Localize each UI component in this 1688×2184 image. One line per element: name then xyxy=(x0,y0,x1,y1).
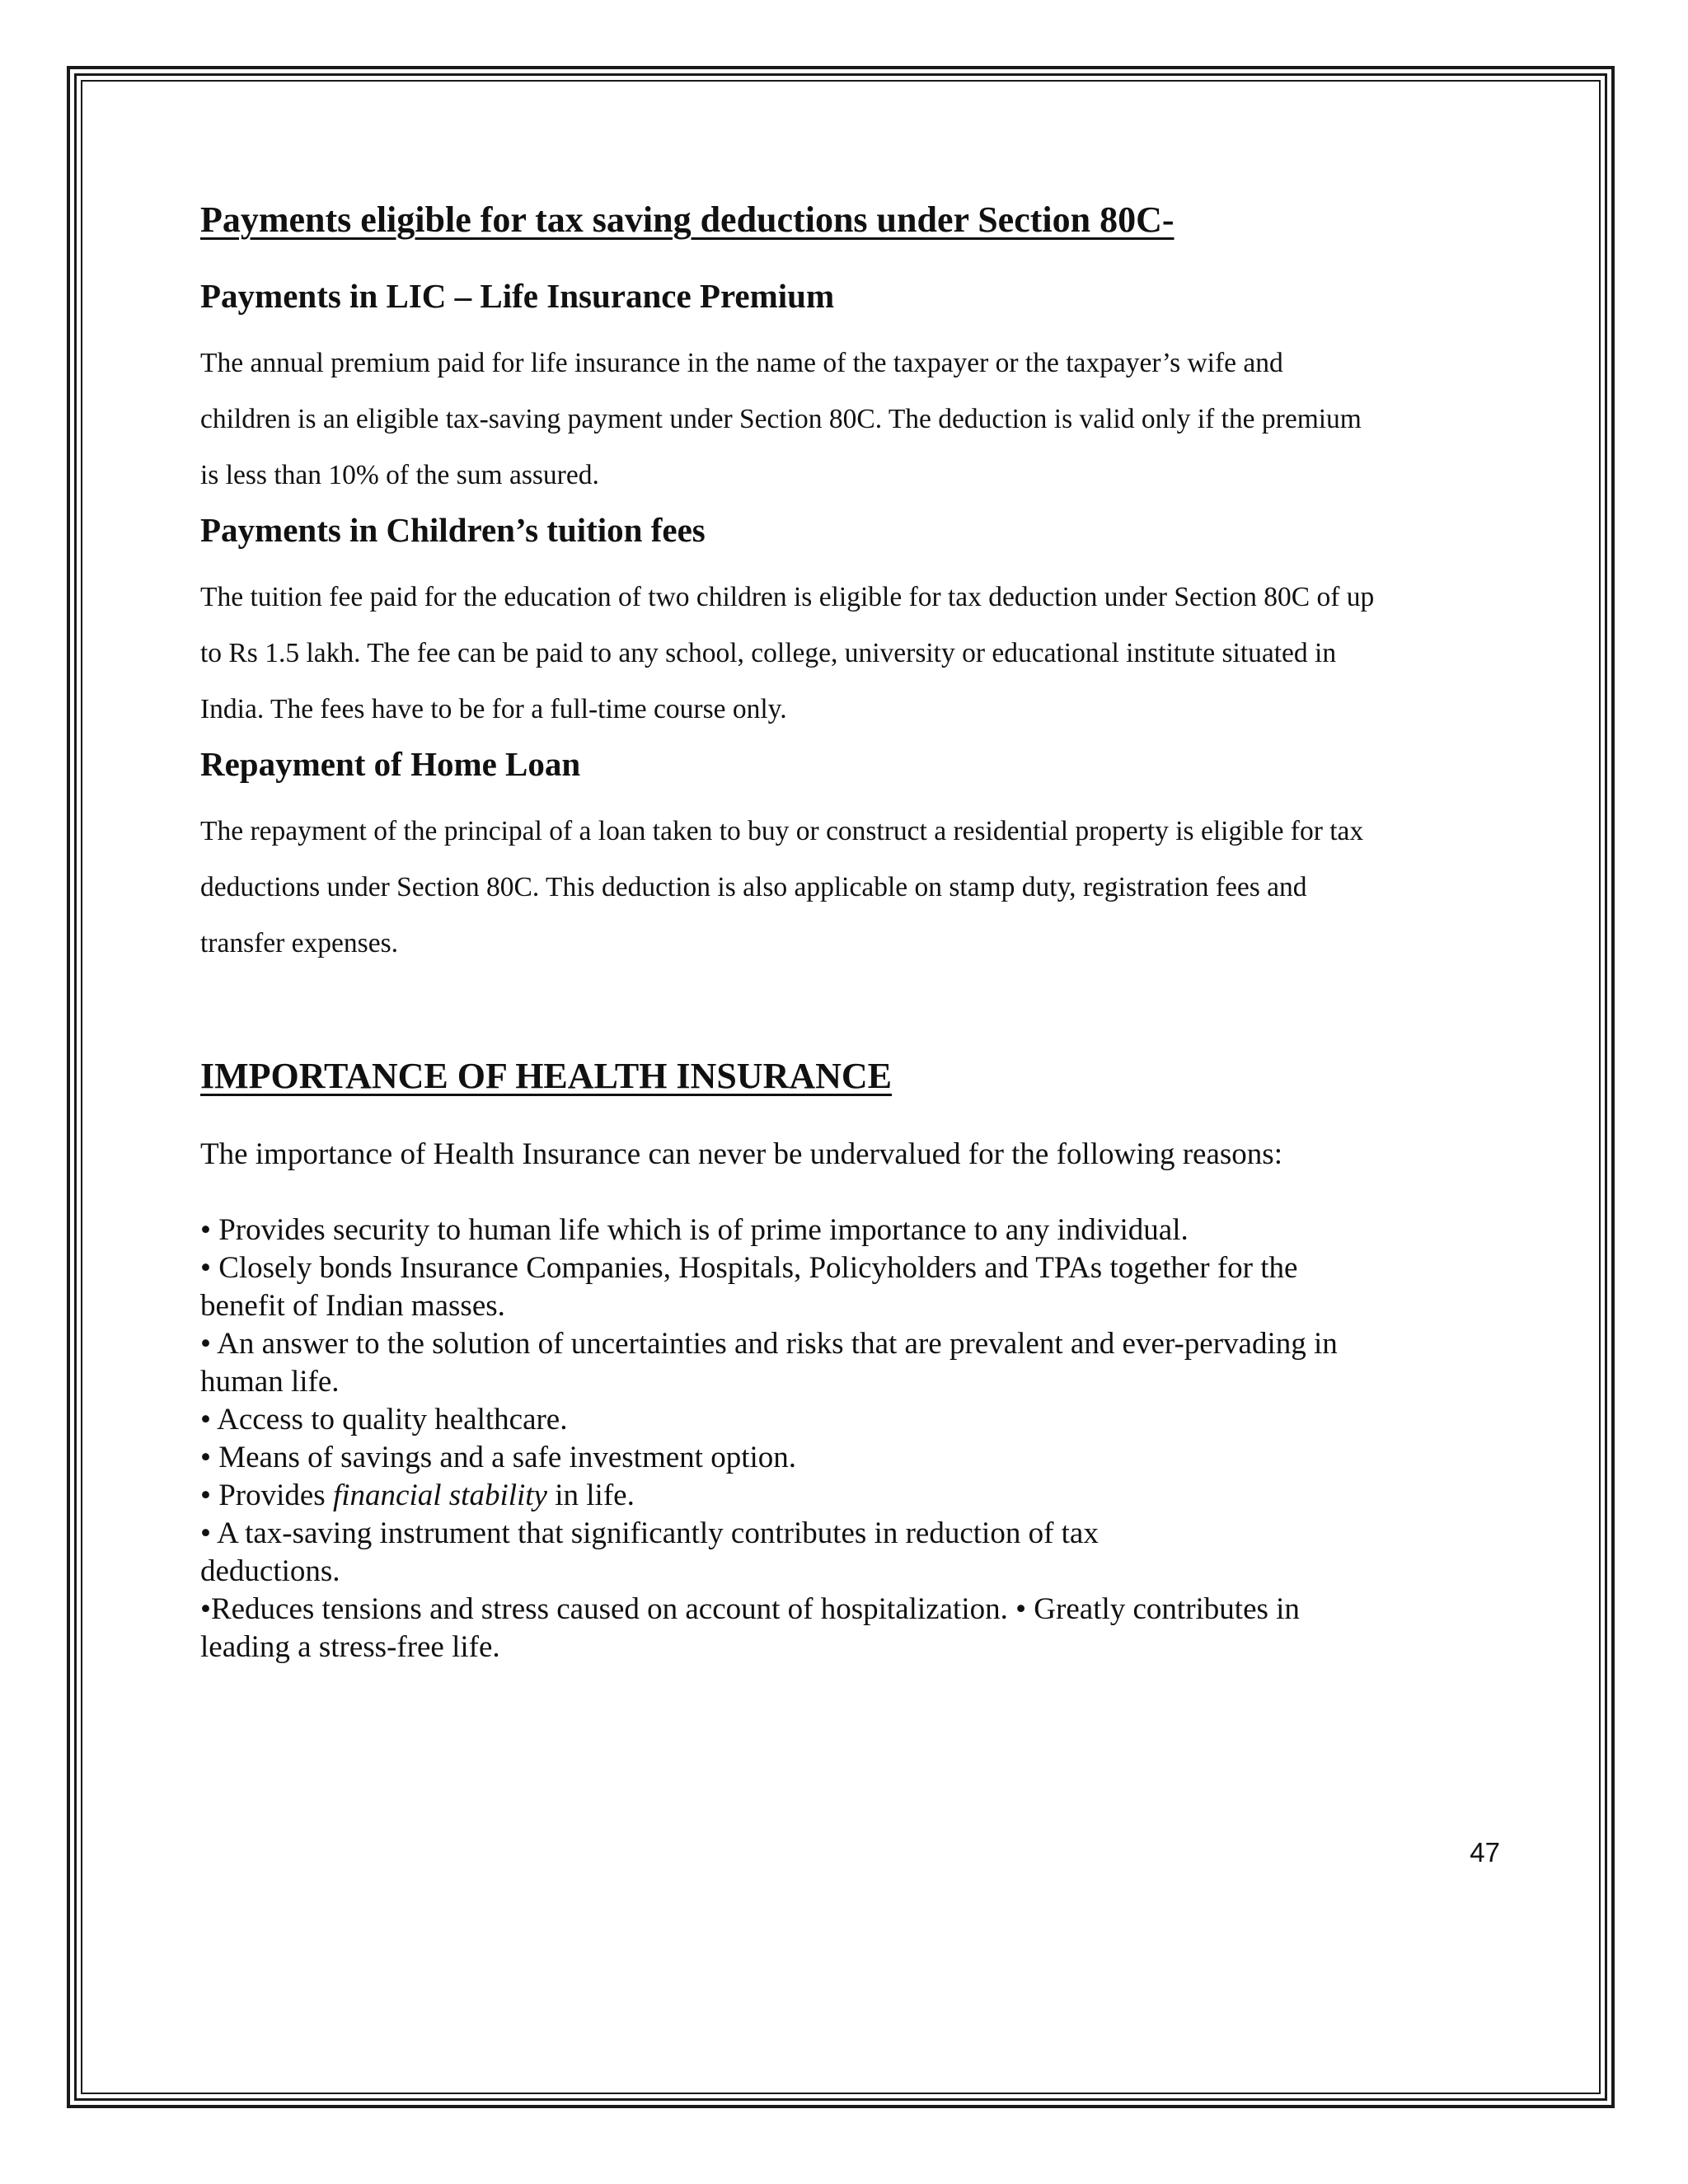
page-number: 47 xyxy=(1470,1837,1500,1868)
list-item: • An answer to the solution of uncertainties and risks that are prevalent and ever-pervading in xyxy=(200,1327,1338,1361)
lic-section xyxy=(200,271,1511,504)
list-item: • A tax-saving instrument that significantly contributes in reduction of tax xyxy=(200,1516,1099,1550)
list-item: • Means of savings and a safe investment option. xyxy=(200,1441,796,1474)
list-item: deductions. xyxy=(200,1554,340,1588)
home-loan-heading: Repayment of Home Loan xyxy=(200,745,581,783)
paragraph-line: The annual premium paid for life insurance in the name of the taxpayer or the taxpayer’s wife and xyxy=(200,348,1283,378)
health-intro: The importance of Health Insurance can never be undervalued for the following reasons: xyxy=(200,1137,1282,1171)
home-loan-paragraph xyxy=(200,804,1511,972)
tuition-paragraph xyxy=(200,569,1511,738)
stability-after: in life. xyxy=(546,1479,635,1512)
health-insurance-section xyxy=(200,1050,1511,1666)
list-item: • Access to quality healthcare. xyxy=(200,1403,568,1436)
lic-heading: Payments in LIC – Life Insurance Premium xyxy=(200,277,835,315)
list-item xyxy=(200,1477,1511,1515)
list-item: • Closely bonds Insurance Companies, Hospitals, Policyholders and TPAs together for the xyxy=(200,1251,1298,1285)
paragraph-line: children is an eligible tax-saving payment under Section 80C. The deduction is valid only if the premium xyxy=(200,404,1362,434)
tuition-section xyxy=(200,505,1511,738)
stability-italic: financial stability xyxy=(332,1479,547,1512)
lic-paragraph xyxy=(200,335,1511,504)
list-item: • Provides security to human life which is of prime importance to any individual. xyxy=(200,1213,1189,1247)
tuition-heading: Payments in Children’s tuition fees xyxy=(200,511,706,549)
list-item: benefit of Indian masses. xyxy=(200,1289,505,1323)
list-item: •Reduces tensions and stress caused on account of hospitalization. • Greatly contributes in xyxy=(200,1592,1300,1626)
paragraph-line: deductions under Section 80C. This deduction is also applicable on stamp duty, registration fees and xyxy=(200,872,1307,902)
stability-before: • Provides xyxy=(200,1479,333,1512)
paragraph-line: India. The fees have to be for a full-time course only. xyxy=(200,694,787,724)
health-benefits-list xyxy=(200,1212,1511,1666)
home-loan-section xyxy=(200,739,1511,972)
paragraph-line: transfer expenses. xyxy=(200,928,398,958)
list-item: leading a stress-free life. xyxy=(200,1630,500,1664)
paragraph-line: to Rs 1.5 lakh. The fee can be paid to any school, college, university or educational institute situated in xyxy=(200,638,1337,668)
section-80c-title: Payments eligible for tax saving deductions under Section 80C- xyxy=(200,199,1175,240)
health-insurance-title: IMPORTANCE OF HEALTH INSURANCE xyxy=(200,1056,893,1096)
paragraph-line: The tuition fee paid for the education of two children is eligible for tax deduction under Section 80C of up xyxy=(200,582,1375,612)
paragraph-line: The repayment of the principal of a loan taken to buy or construct a residential property is eligible for tax xyxy=(200,816,1364,846)
list-item: human life. xyxy=(200,1365,340,1399)
page-content xyxy=(200,194,1511,1666)
paragraph-line: is less than 10% of the sum assured. xyxy=(200,460,599,490)
